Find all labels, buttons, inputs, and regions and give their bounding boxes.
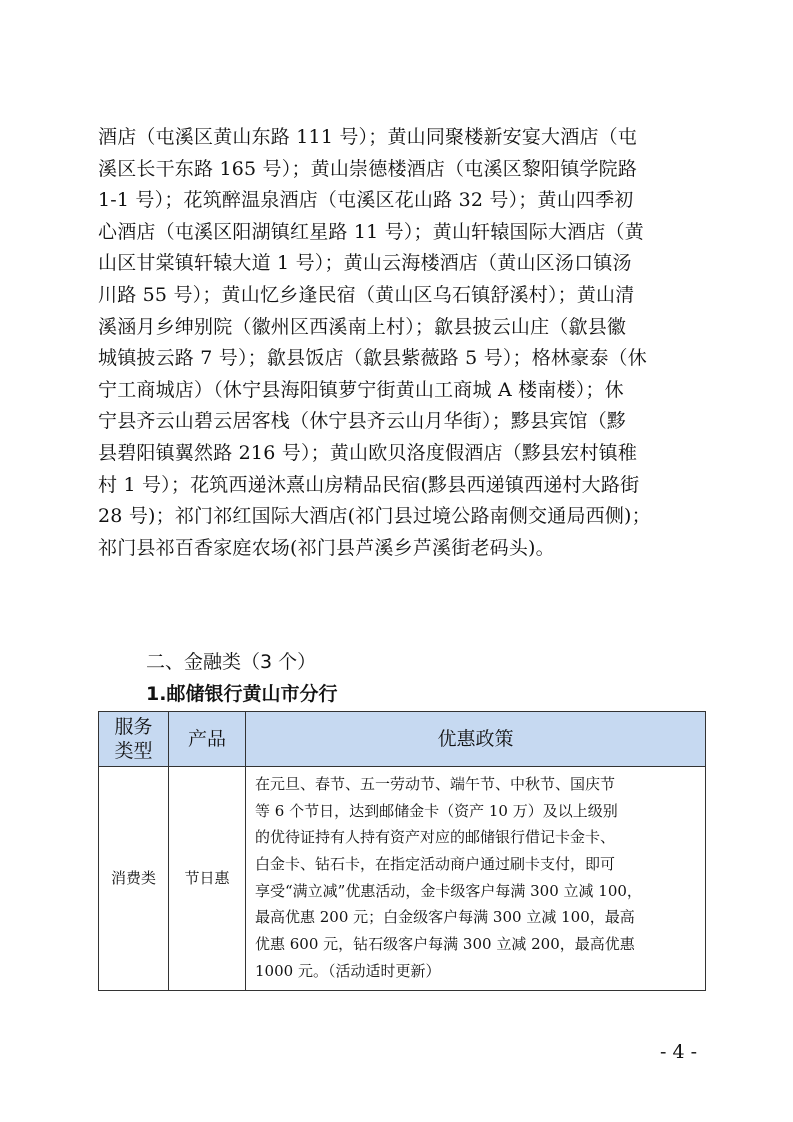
table-header-row <box>99 712 706 767</box>
policy-line: 等 6 个节日，达到邮储金卡（资产 10 万）及以上级别 <box>255 801 618 820</box>
paragraph-line: 1-1 号）；花筑醉温泉酒店（屯溪区花山路 32 号）；黄山四季初 <box>98 189 634 212</box>
paragraph-line: 县碧阳镇翼然路 216 号）；黄山欧贝洛度假酒店（黟县宏村镇稚 <box>98 441 638 464</box>
paragraph-line: 山区甘棠镇轩辕大道 1 号）；黄山云海楼酒店（黄山区汤口镇汤 <box>98 252 632 275</box>
policy-line: 优惠 600 元，钻石级客户每满 300 立减 200，最高优惠 <box>255 935 635 954</box>
policy-line: 白金卡、钻石卡，在指定活动商户通过刷卡支付，即可 <box>255 855 616 874</box>
table-row <box>99 767 706 991</box>
header-service-type-line1: 服务 <box>114 716 153 738</box>
paragraph-line: 川路 55 号）；黄山忆乡逢民宿（黄山区乌石镇舒溪村）；黄山清 <box>98 283 635 306</box>
paragraph-line: 村 1 号）；花筑西递沐熹山房精品民宿(黟县西递镇西递村大路街 <box>98 473 640 496</box>
paragraph-line: 宁县齐云山碧云居客栈（休宁县齐云山月华街）；黟县宾馆（黟 <box>98 410 627 433</box>
hotel-list-paragraph <box>98 122 704 564</box>
paragraph-line: 溪区长干东路 165 号）；黄山崇德楼酒店（屯溪区黎阳镇学院路 <box>98 157 638 180</box>
paragraph-line: 祁门县祁百香家庭农场(祁门县芦溪乡芦溪街老码头)。 <box>98 536 555 559</box>
policy-line: 的优待证持有人持有资产对应的邮储银行借记卡金卡、 <box>255 828 616 847</box>
paragraph-line: 城镇披云路 7 号）；歙县饭店（歙县紫薇路 5 号）；格林豪泰（休 <box>98 347 647 370</box>
header-product: 产品 <box>169 712 246 767</box>
header-policy: 优惠政策 <box>246 712 706 767</box>
subsection-heading: 1.邮储银行黄山市分行 <box>146 683 338 705</box>
paragraph-line: 宁工商城店）（休宁县海阳镇萝宁街黄山工商城 A 楼南楼）；休 <box>98 378 624 401</box>
policy-table <box>98 711 706 991</box>
paragraph-line: 酒店（屯溪区黄山东路 111 号）；黄山同聚楼新安宴大酒店（屯 <box>98 126 638 148</box>
policy-line: 最高优惠 200 元；白金级客户每满 300 立减 100，最高 <box>255 908 635 927</box>
paragraph-line: 28 号)；祁门祁红国际大酒店(祁门县过境公路南侧交通局西侧)； <box>98 505 651 528</box>
policy-line: 在元旦、春节、五一劳动节、端午节、中秋节、国庆节 <box>255 775 616 793</box>
section-heading: 二、金融类（3 个） <box>146 651 317 673</box>
policy-line: 享受“满立减”优惠活动，金卡级客户每满 300 立减 100， <box>255 881 642 900</box>
cell-policy <box>246 767 706 991</box>
cell-service-type: 消费类 <box>99 767 169 991</box>
header-service-type-line2: 类型 <box>114 740 153 762</box>
paragraph-line: 溪涵月乡绅别院（徽州区西溪南上村）；歙县披云山庄（歙县徽 <box>98 315 627 338</box>
header-service-type <box>99 712 169 767</box>
policy-line: 1000 元。（活动适时更新） <box>255 961 441 980</box>
page-number: - 4 - <box>660 1041 698 1063</box>
cell-product: 节日惠 <box>169 767 246 991</box>
paragraph-line: 心酒店（屯溪区阳湖镇红星路 11 号）；黄山轩辕国际大酒店（黄 <box>98 220 644 243</box>
